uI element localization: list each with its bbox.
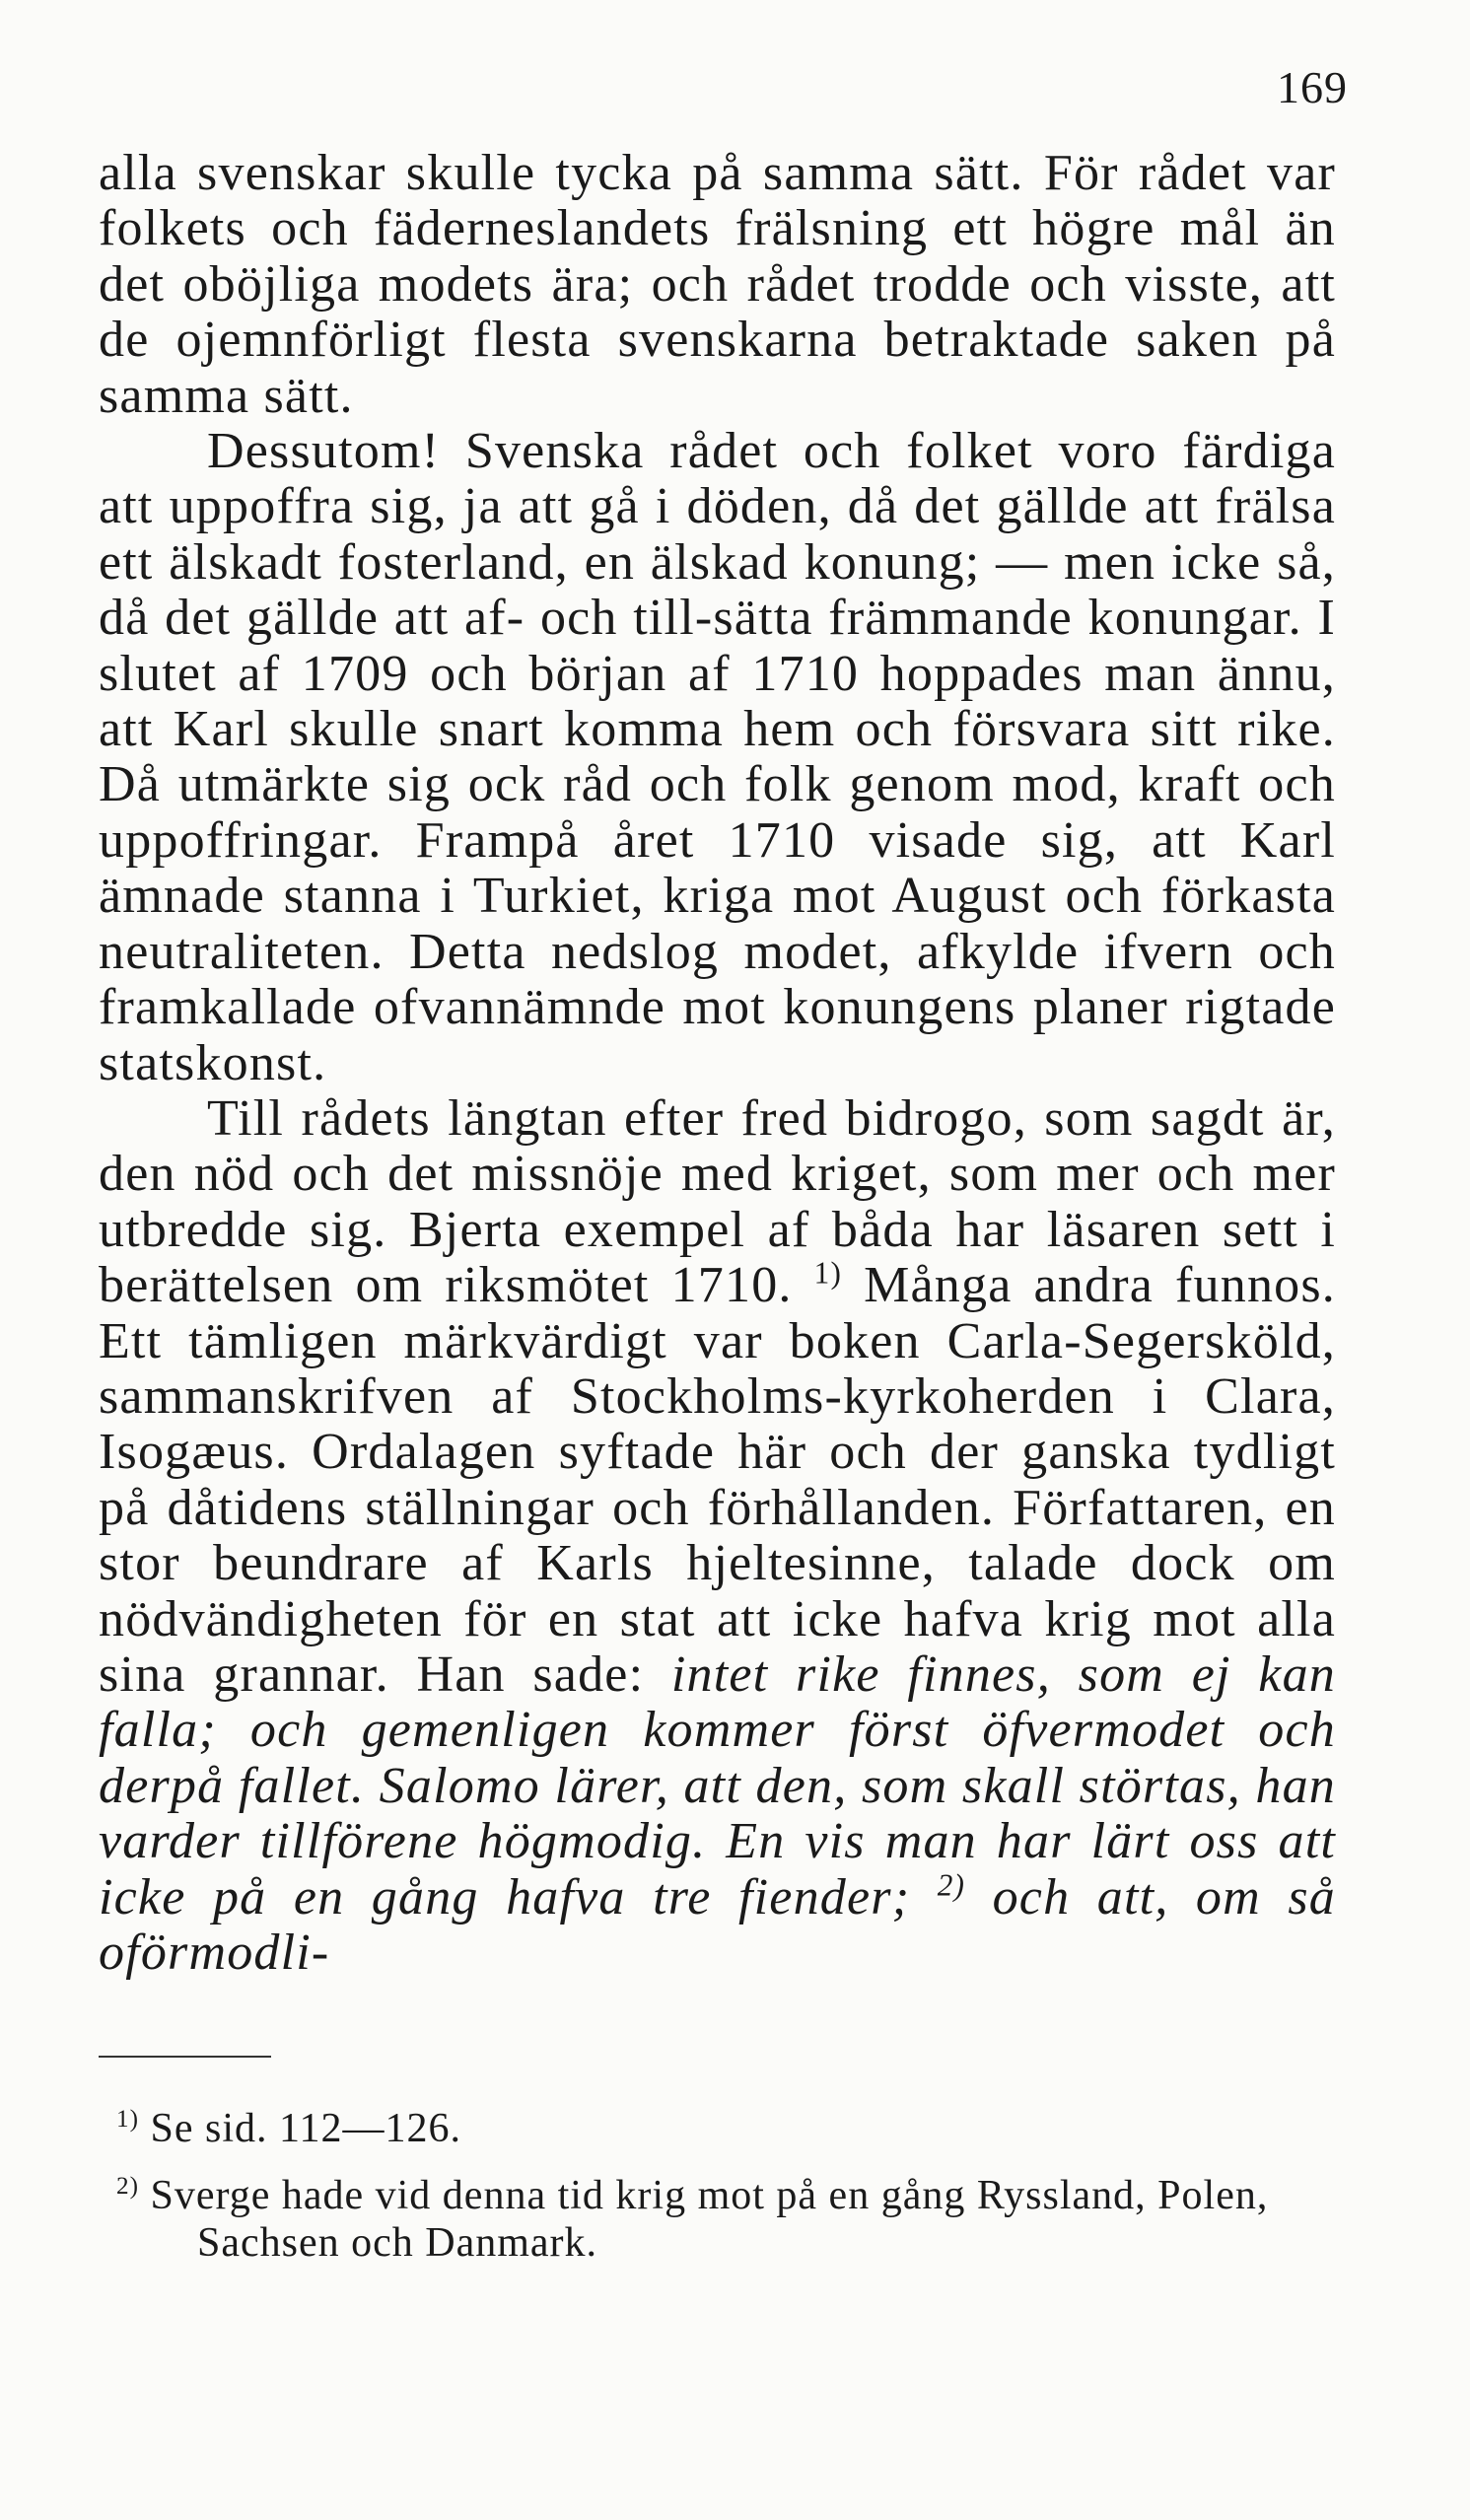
footnote-mark: 1) xyxy=(116,2106,139,2133)
footnote-ref-2: 2) xyxy=(937,1867,966,1903)
paragraph-3-text-b: Många andra funnos. Ett tämligen märkvärdigt var boken Carla-Segersköld, sammanskrifven af Stockholms-kyrkoherden i Clara, Isogæus. Ordalagen syftade här och der ganska tydligt på dåtidens ställningar och förhållanden. Författaren, en stor beundrare af Karls hjeltesinne, talade dock om nödvändigheten för en stat att icke hafva krig mot alla sina grannar. Han sade: xyxy=(99,1257,1336,1703)
footnote-divider xyxy=(99,2056,271,2058)
paragraph-2: Dessutom! Svenska rådet och folket voro färdiga att uppoffra sig, ja att gå i döden, då det gällde att frälsa ett älskadt fosterland, en älskad konung; — men icke så, då det gällde att af- och till-sätta främmande konungar. I slutet af 1709 och början af 1710 hoppades man ännu, att Karl skulle snart komma hem och försvara sitt rike. Då utmärkte sig ock råd och folk genom mod, kraft och uppoffringar. Frampå året 1710 visade sig, att Karl ämnade stanna i Turkiet, kriga mot August och förkasta neutraliteten. Detta nedslog modet, afkylde ifvern och framkallade ofvannämnde mot konungens planer rigtade statskonst. xyxy=(99,423,1336,1091)
body-text xyxy=(99,146,1336,1981)
paragraph-1: alla svenskar skulle tycka på samma sätt. För rådet var folkets och fäderneslandets frälsning ett högre mål än det oböjliga modets ära; och rådet trodde och visste, att de ojemnförligt flesta svenskarna betraktade saken på samma sätt. xyxy=(99,145,1336,424)
footnote-1 xyxy=(99,2105,1336,2152)
footnote-2 xyxy=(99,2172,1336,2267)
paragraph-3 xyxy=(99,1091,1336,1982)
quote-text-1: intet rike finnes, som ej kan falla; och gemenligen kommer först öfvermodet och derpå fallet. Salomo lärer, att den, som skall störtas, han varder tillförene högmodig. En vis man har lärt oss att icke på en gång hafva tre fiender; xyxy=(99,1645,1336,1925)
footnotes xyxy=(99,2105,1336,2286)
footnote-text: Sverge hade vid denna tid krig mot på en gång Ryssland, Polen, Sachsen och Danmark. xyxy=(150,2173,1269,2266)
footnote-ref-1: 1) xyxy=(813,1255,843,1291)
paragraph-3-text-a: Till rådets längtan efter fred bidrogo, som sagdt är, den nöd och det missnöje med kriget, som mer och mer utbredde sig. Bjerta exempel af båda har läsaren sett i berättelsen om riksmötet 1710. xyxy=(99,1089,1336,1314)
page-number: 169 xyxy=(1277,62,1348,112)
footnote-mark: 2) xyxy=(116,2173,139,2200)
quote-text-2: och att, om så oförmodli- xyxy=(99,1868,1336,1981)
footnote-text: Se sid. 112—126. xyxy=(150,2106,461,2151)
